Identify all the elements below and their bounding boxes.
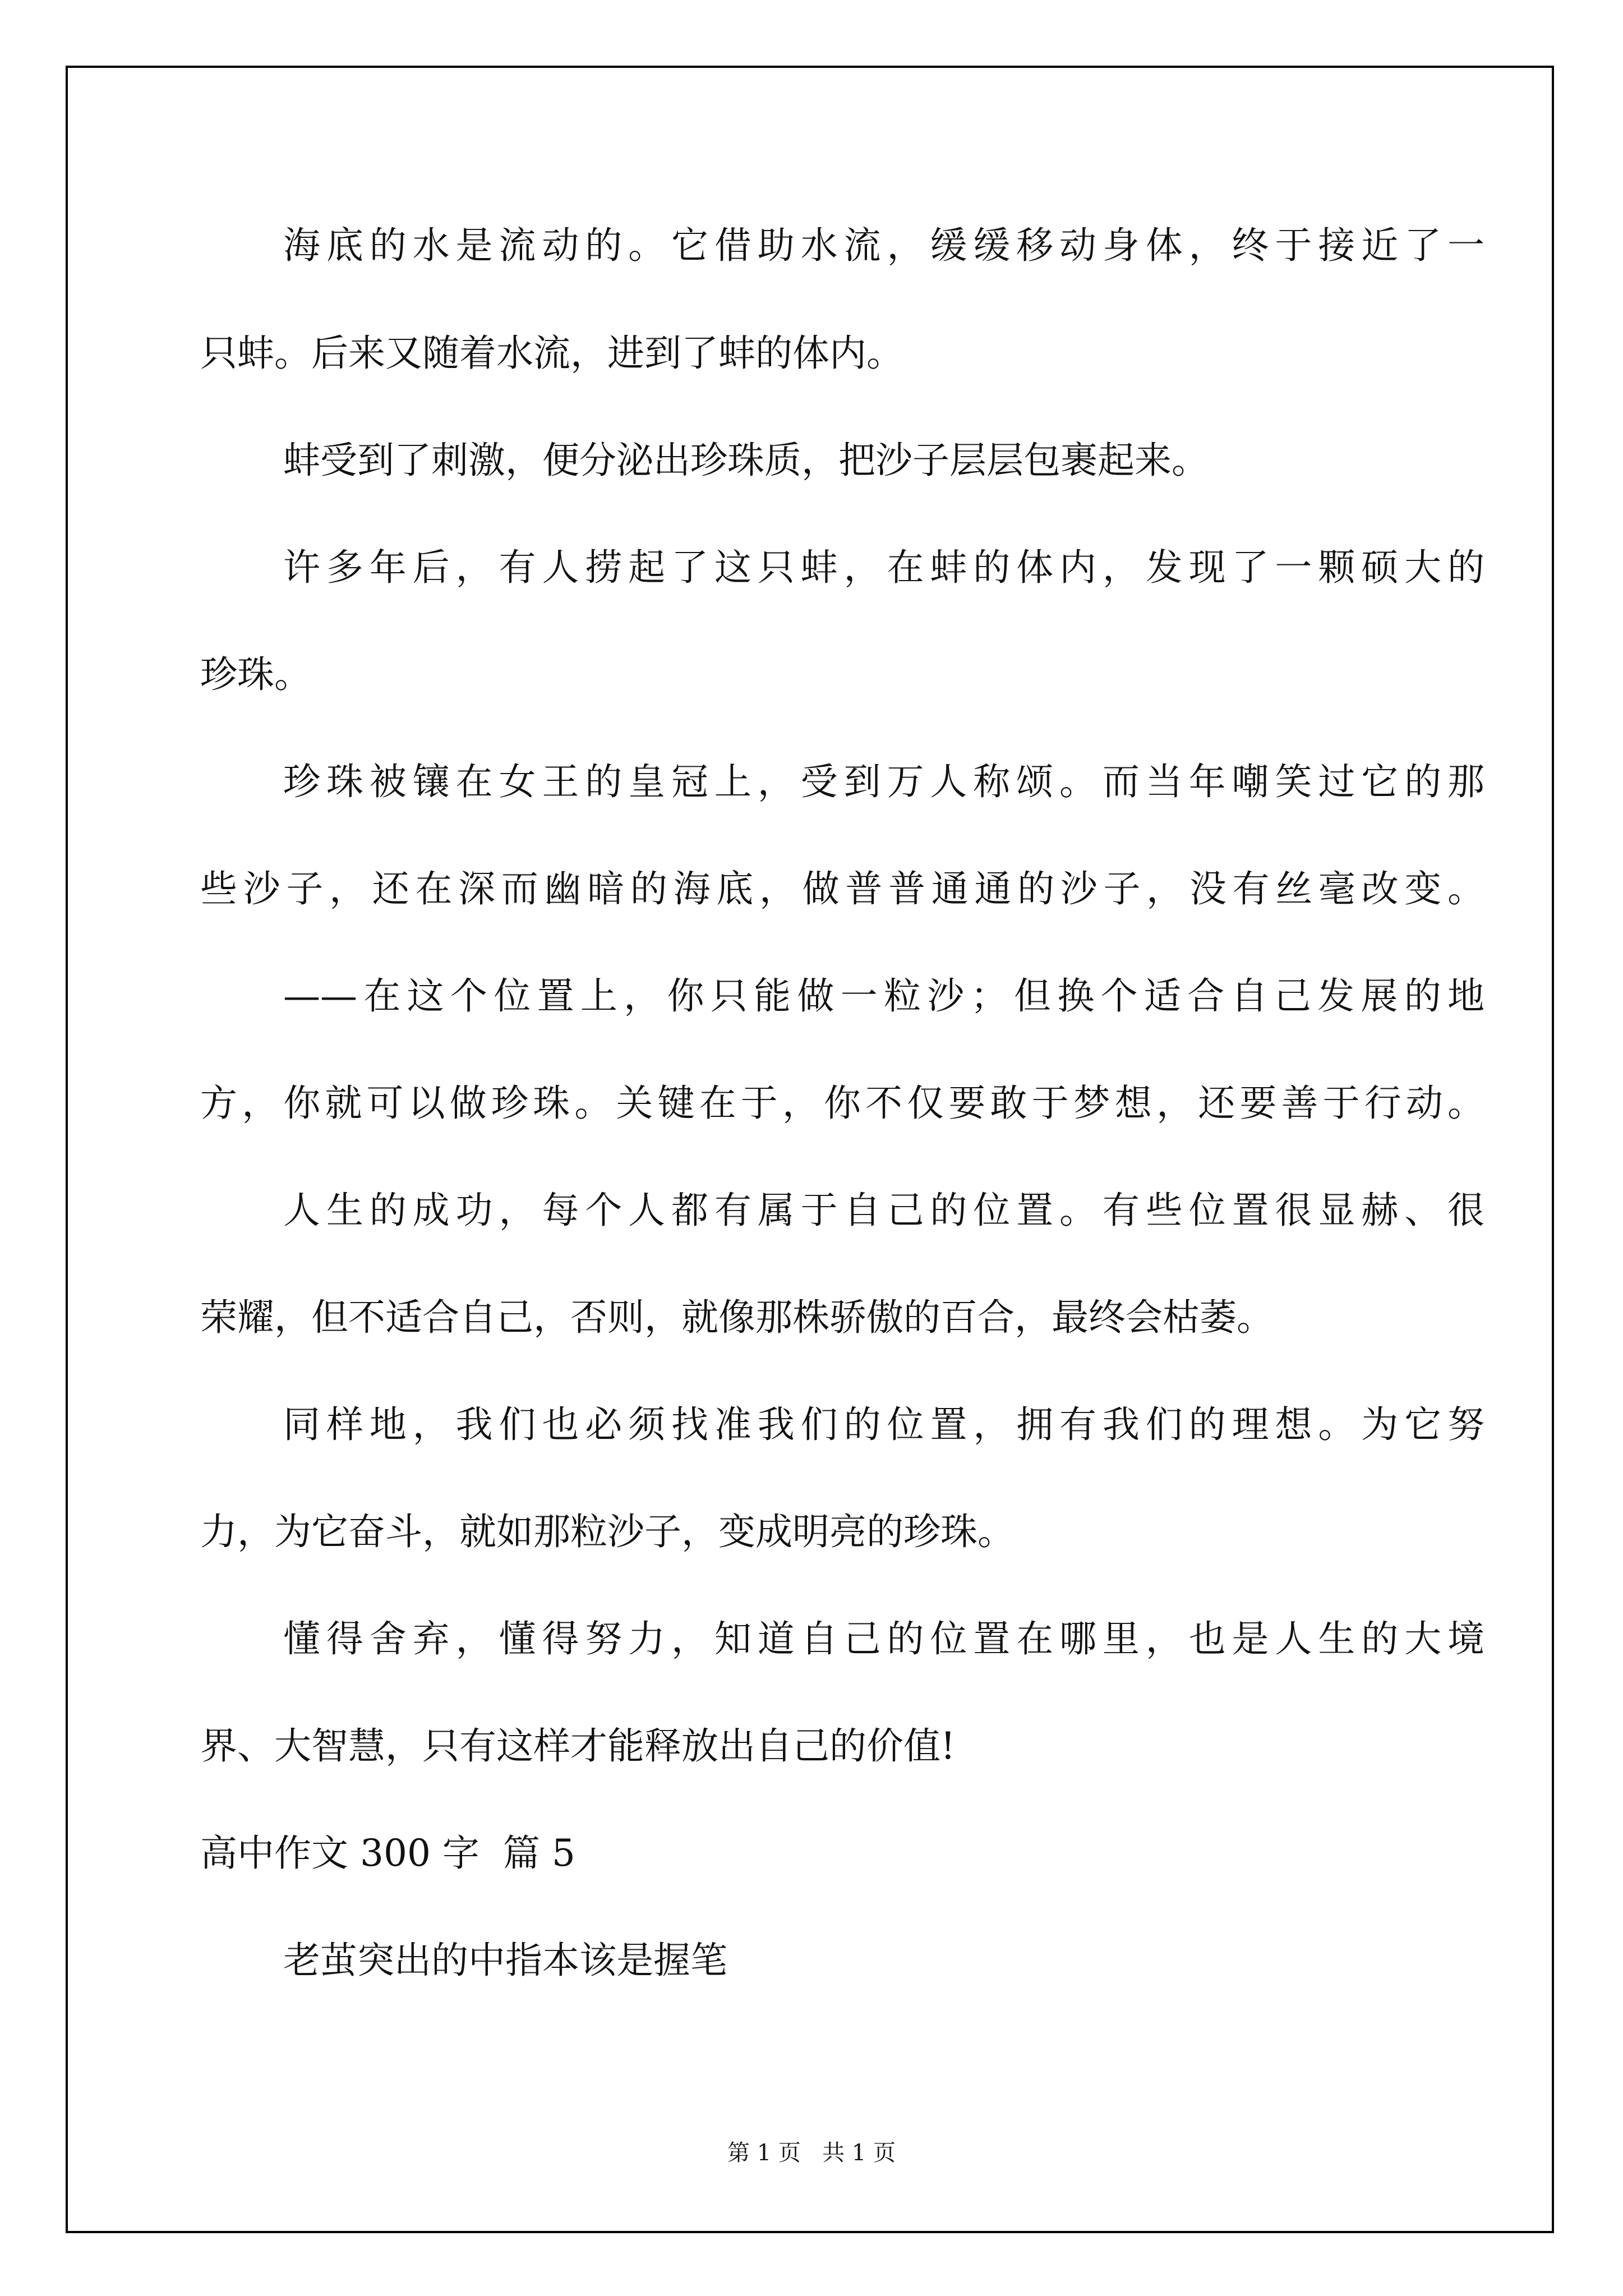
paragraph-line: 许多年后，有人捞起了这只蚌，在蚌的体内，发现了一颗硕大的 xyxy=(283,546,1484,589)
paragraph-line: 只蚌。后来又随着水流，进到了蚌的体内。 xyxy=(200,332,903,375)
paragraph-line: 同样地，我们也必须找准我们的位置，拥有我们的理想。为它努 xyxy=(283,1403,1484,1446)
paragraph-line: 方，你就可以做珍珠。关键在于，你不仅要敢于梦想，还要善于行动。 xyxy=(200,1082,1484,1125)
paragraph-line: 些沙子，还在深而幽暗的海底，做普普通通的沙子，没有丝毫改变。 xyxy=(200,867,1484,910)
paragraph-line: 海底的水是流动的。它借助水流，缓缓移动身体，终于接近了一 xyxy=(283,224,1484,267)
paragraph-line: 珍珠被镶在女王的皇冠上，受到万人称颂。而当年嘲笑过它的那 xyxy=(283,760,1484,803)
paragraph-line: 人生的成功，每个人都有属于自己的位置。有些位置很显赫、很 xyxy=(283,1189,1484,1232)
section-heading: 高中作文 300 字 篇 5 xyxy=(200,1832,575,1875)
page-footer: 第 1 页 共 1 页 xyxy=(727,2140,896,2166)
paragraph-line: 界、大智慧，只有这样才能释放出自己的价值! xyxy=(200,1724,956,1768)
paragraph-line: ——在这个位置上，你只能做一粒沙；但换个适合自己发展的地 xyxy=(283,974,1484,1018)
paragraph-line: 懂得舍弃，懂得努力，知道自己的位置在哪里，也是人生的大境 xyxy=(283,1617,1484,1660)
paragraph-line: 荣耀，但不适合自己，否则，就像那株骄傲的百合，最终会枯萎。 xyxy=(200,1296,1274,1339)
paragraph-line: 珍珠。 xyxy=(200,653,311,696)
paragraph-line: 老茧突出的中指本该是握笔 xyxy=(283,1939,727,1982)
paragraph-line: 蚌受到了刺激，便分泌出珍珠质，把沙子层层包裹起来。 xyxy=(283,439,1209,482)
page-border xyxy=(66,66,1554,2233)
paragraph-line: 力，为它奋斗，就如那粒沙子，变成明亮的珍珠。 xyxy=(200,1510,1015,1553)
